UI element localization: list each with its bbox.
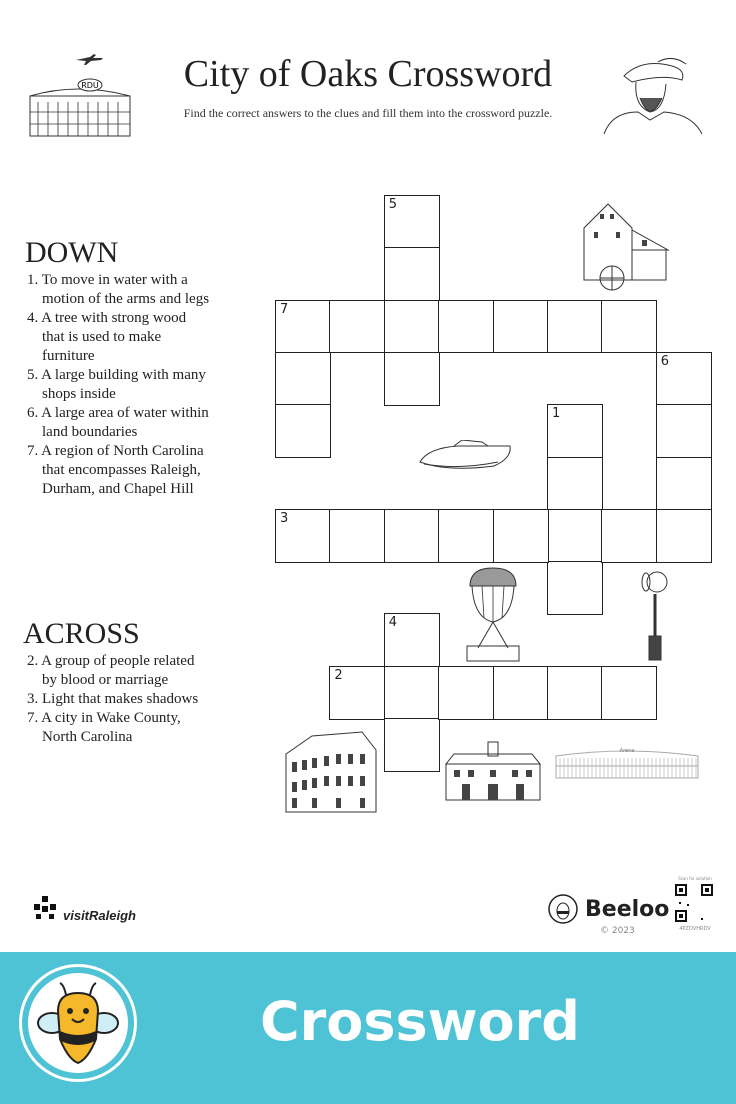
clue-number: 6 (660, 353, 670, 369)
clue-number: 2 (334, 667, 343, 683)
grid-cell[interactable] (547, 666, 603, 720)
across-clue: 2. A group of people related by blood or marriage (27, 653, 195, 688)
across-heading: ACROSS (23, 617, 140, 650)
grid-cell[interactable] (656, 509, 712, 563)
acorn-sculpture-illustration (466, 566, 520, 662)
grid-cell[interactable] (329, 666, 385, 720)
qr-code[interactable] (675, 884, 713, 922)
grid-cell[interactable] (601, 300, 657, 354)
grid-cell[interactable] (384, 300, 440, 354)
down-heading: DOWN (25, 236, 119, 269)
grid-cell[interactable] (275, 509, 331, 563)
across-clue: 3. Light that makes shadows (27, 691, 199, 707)
grid-cell[interactable] (601, 509, 657, 563)
grid-cell[interactable] (275, 404, 331, 458)
grid-cell[interactable] (547, 300, 603, 354)
arena-illustration (554, 744, 700, 780)
bee-mascot-icon (28, 973, 128, 1073)
grid-cell[interactable] (493, 509, 549, 563)
down-clue: 7. A region of North Carolina that encompasses Raleigh, Durham, and Chapel Hill (27, 443, 204, 497)
clue-number: 1 (552, 406, 561, 422)
grid-cell[interactable] (384, 509, 440, 563)
down-clue: 6. A large area of water within land boundaries (27, 405, 209, 440)
grid-cell[interactable] (493, 300, 549, 354)
grid-cell[interactable] (438, 509, 494, 563)
beeloo-brand: Beeloo (585, 896, 670, 922)
bee-logo-icon (547, 893, 579, 925)
clue-number: 4 (388, 615, 398, 631)
beeloo-logo (547, 893, 669, 925)
grid-cell[interactable] (493, 666, 549, 720)
qr-code-text: 4PZOVHRDV (679, 926, 711, 932)
grid-cell[interactable] (329, 509, 385, 563)
grid-cell[interactable] (275, 300, 331, 354)
visit-raleigh-logo (30, 894, 136, 924)
grid-cell[interactable] (656, 352, 712, 406)
grid-cell[interactable] (384, 247, 440, 301)
visit-raleigh-text: visitRaleigh (63, 907, 136, 923)
grid-cell[interactable] (656, 457, 712, 511)
grid-cell[interactable] (384, 352, 440, 406)
grid-cell[interactable] (384, 666, 440, 720)
grid-cell[interactable] (384, 718, 440, 772)
star-logo-icon (30, 894, 60, 924)
bee-mascot-badge (22, 967, 134, 1079)
historic-hotel-illustration (282, 726, 378, 814)
across-clue-list (27, 652, 212, 747)
street-clock-illustration (640, 568, 670, 662)
grid-cell[interactable] (547, 457, 603, 511)
arena-label: Arena (619, 748, 635, 754)
grid-cell[interactable] (547, 404, 603, 458)
clue-number: 3 (280, 510, 289, 526)
down-clue: 1. To move in water with a motion of the arms and legs (27, 272, 210, 307)
explorer-portrait-illustration (602, 54, 704, 136)
grid-cell[interactable] (384, 613, 440, 667)
mill-illustration (582, 200, 674, 296)
down-clue: 4. A tree with strong wood that is used to make furniture (27, 310, 187, 364)
across-clue: 7. A city in Wake County, North Carolina (27, 710, 181, 745)
grid-cell[interactable] (329, 300, 385, 354)
copyright: © 2023 (600, 926, 635, 936)
grid-cell[interactable] (438, 300, 494, 354)
grid-cell[interactable] (438, 666, 494, 720)
boat-illustration (418, 440, 514, 472)
qr-caption: Scan for solution (678, 876, 712, 881)
clue-number: 5 (388, 197, 398, 212)
banner-title: Crossword (260, 990, 580, 1053)
grid-cell[interactable] (547, 561, 603, 615)
grid-cell[interactable] (384, 195, 440, 249)
down-clue-list (27, 271, 212, 499)
clue-number: 7 (280, 301, 289, 317)
grid-cell[interactable] (275, 352, 331, 406)
grid-cell[interactable] (656, 404, 712, 458)
grid-cell[interactable] (601, 666, 657, 720)
airport-sign: RDU (81, 81, 99, 90)
grid-cell[interactable] (547, 509, 603, 563)
down-clue: 5. A large building with many shops inside (27, 367, 206, 402)
page-title: City of Oaks Crossword (183, 53, 553, 95)
plantation-house-illustration (444, 740, 542, 802)
page-subtitle: Find the correct answers to the clues and fill them into the crossword puzzle. (183, 106, 553, 120)
